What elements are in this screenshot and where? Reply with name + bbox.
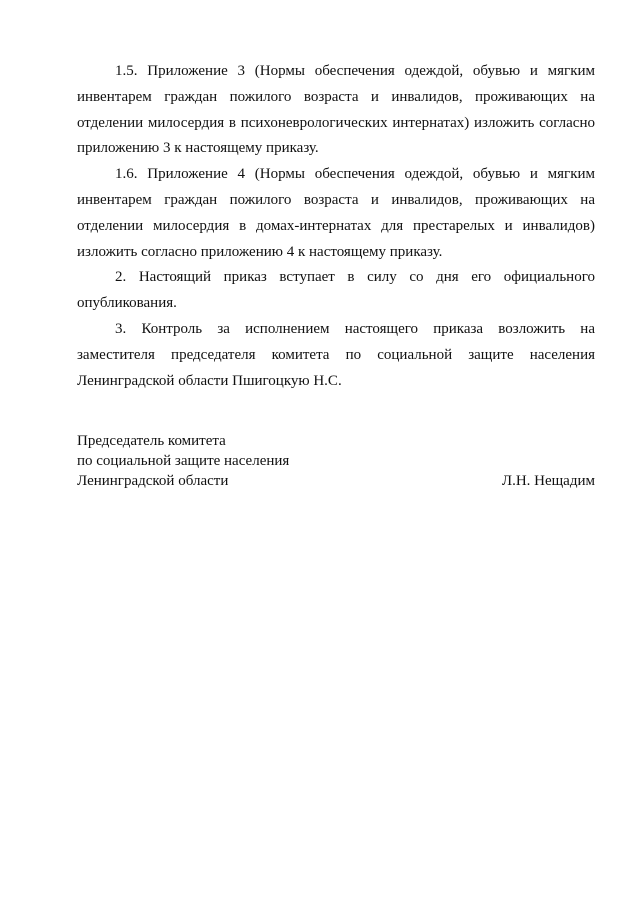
paragraph-2: 2. Настоящий приказ вступает в силу со дня его официального опубликования.: [77, 269, 595, 312]
signatory-name: Л.Н. Нещадим: [501, 473, 595, 489]
signature-row: [77, 471, 595, 491]
signature-block: [77, 431, 595, 491]
signatory-position-line-2: по социальной защите населения: [77, 453, 290, 469]
signatory-position-line-3: Ленинградской области: [77, 473, 229, 489]
document-body: [77, 59, 595, 394]
paragraph-3: 3. Контроль за исполнением настоящего приказа возложить на заместителя председателя комитета по социальной защите населения Ленинградской области Пшигоцкую Н.С.: [77, 320, 595, 389]
paragraph-1-6: 1.6. Приложение 4 (Нормы обеспечения одеждой, обувью и мягким инвентарем граждан пожилого возраста и инвалидов, проживающих на отделении милосердия в домах-интернатах для престарелых и инвалидов) изложить согласно приложению 4 к настоящему приказу.: [77, 166, 595, 260]
paragraph-1-5: 1.5. Приложение 3 (Нормы обеспечения одеждой, обувью и мягким инвентарем граждан пожилого возраста и инвалидов, проживающих на отделении милосердия в психоневрологических интернатах) изложить согласно приложению 3 к настоящему приказу.: [77, 63, 595, 157]
signatory-position-line-1: Председатель комитета: [77, 433, 226, 449]
